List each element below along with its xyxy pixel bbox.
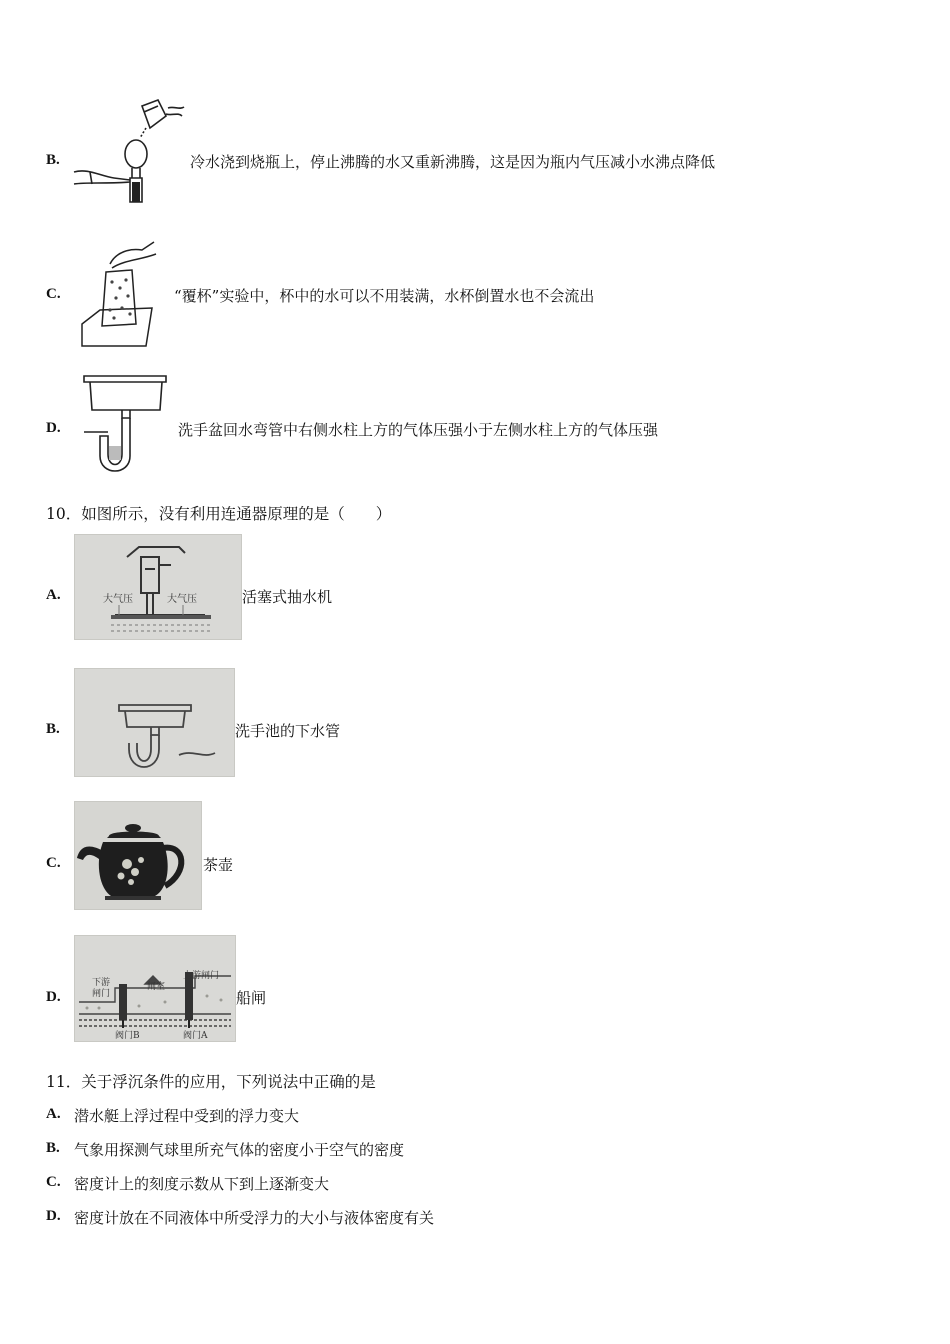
option-letter: C. (46, 1174, 61, 1190)
ship-lock-image (74, 935, 236, 1042)
option-text: 密度计上的刻度示数从下到上逐渐变大 (74, 1175, 330, 1193)
option-letter: D. (46, 1208, 61, 1224)
diagram-label: 大气压 (103, 594, 133, 605)
option-text: “覆杯”实验中，杯中的水可以不用装满，水杯倒置水也不会流出 (174, 287, 595, 305)
option-text: 密度计放在不同液体中所受浮力的大小与液体密度有关 (74, 1209, 435, 1227)
option-letter: D. (46, 989, 61, 1005)
sink-drain-image (74, 668, 235, 777)
teapot-image (74, 801, 202, 910)
cup-cover-image (80, 238, 158, 348)
diagram-label: 阀门B (115, 1031, 140, 1041)
option-letter: B. (46, 1140, 60, 1156)
diagram-label: 阀门A (183, 1031, 208, 1041)
option-text: 活塞式抽水机 (242, 588, 333, 606)
diagram-label: 下游 (92, 978, 111, 988)
option-letter: B. (46, 152, 60, 168)
option-letter: C. (46, 855, 61, 871)
option-letter: A. (46, 587, 61, 603)
option-text: 气象用探测气球里所充气体的密度小于空气的密度 (74, 1141, 405, 1159)
option-letter: B. (46, 721, 60, 737)
diagram-label: 闸门 (92, 989, 111, 999)
option-letter: D. (46, 420, 61, 436)
option-text: 洗手池的下水管 (235, 722, 341, 740)
option-letter: A. (46, 1106, 61, 1122)
option-text: 洗手盆回水弯管中右侧水柱上方的气体压强小于左侧水柱上方的气体压强 (178, 421, 659, 439)
diagram-label: 闸室 (147, 982, 166, 992)
flask-pour-image (70, 98, 185, 206)
washbasin-trap-image (80, 372, 172, 474)
option-text: 茶壶 (203, 856, 234, 874)
diagram-label: 上游闸门 (183, 971, 220, 981)
q10-stem: 10．如图所示，没有利用连通器原理的是（ ） (46, 505, 392, 523)
diagram-label: 大气压 (167, 594, 197, 605)
option-text: 潜水艇上浮过程中受到的浮力变大 (74, 1107, 300, 1125)
piston-pump-image (74, 534, 242, 640)
option-text: 冷水浇到烧瓶上，停止沸腾的水又重新沸腾，这是因为瓶内气压减小水沸点降低 (190, 153, 716, 171)
option-text: 船闸 (236, 989, 267, 1007)
q11-stem: 11．关于浮沉条件的应用，下列说法中正确的是 (46, 1073, 376, 1091)
option-letter: C. (46, 286, 61, 302)
